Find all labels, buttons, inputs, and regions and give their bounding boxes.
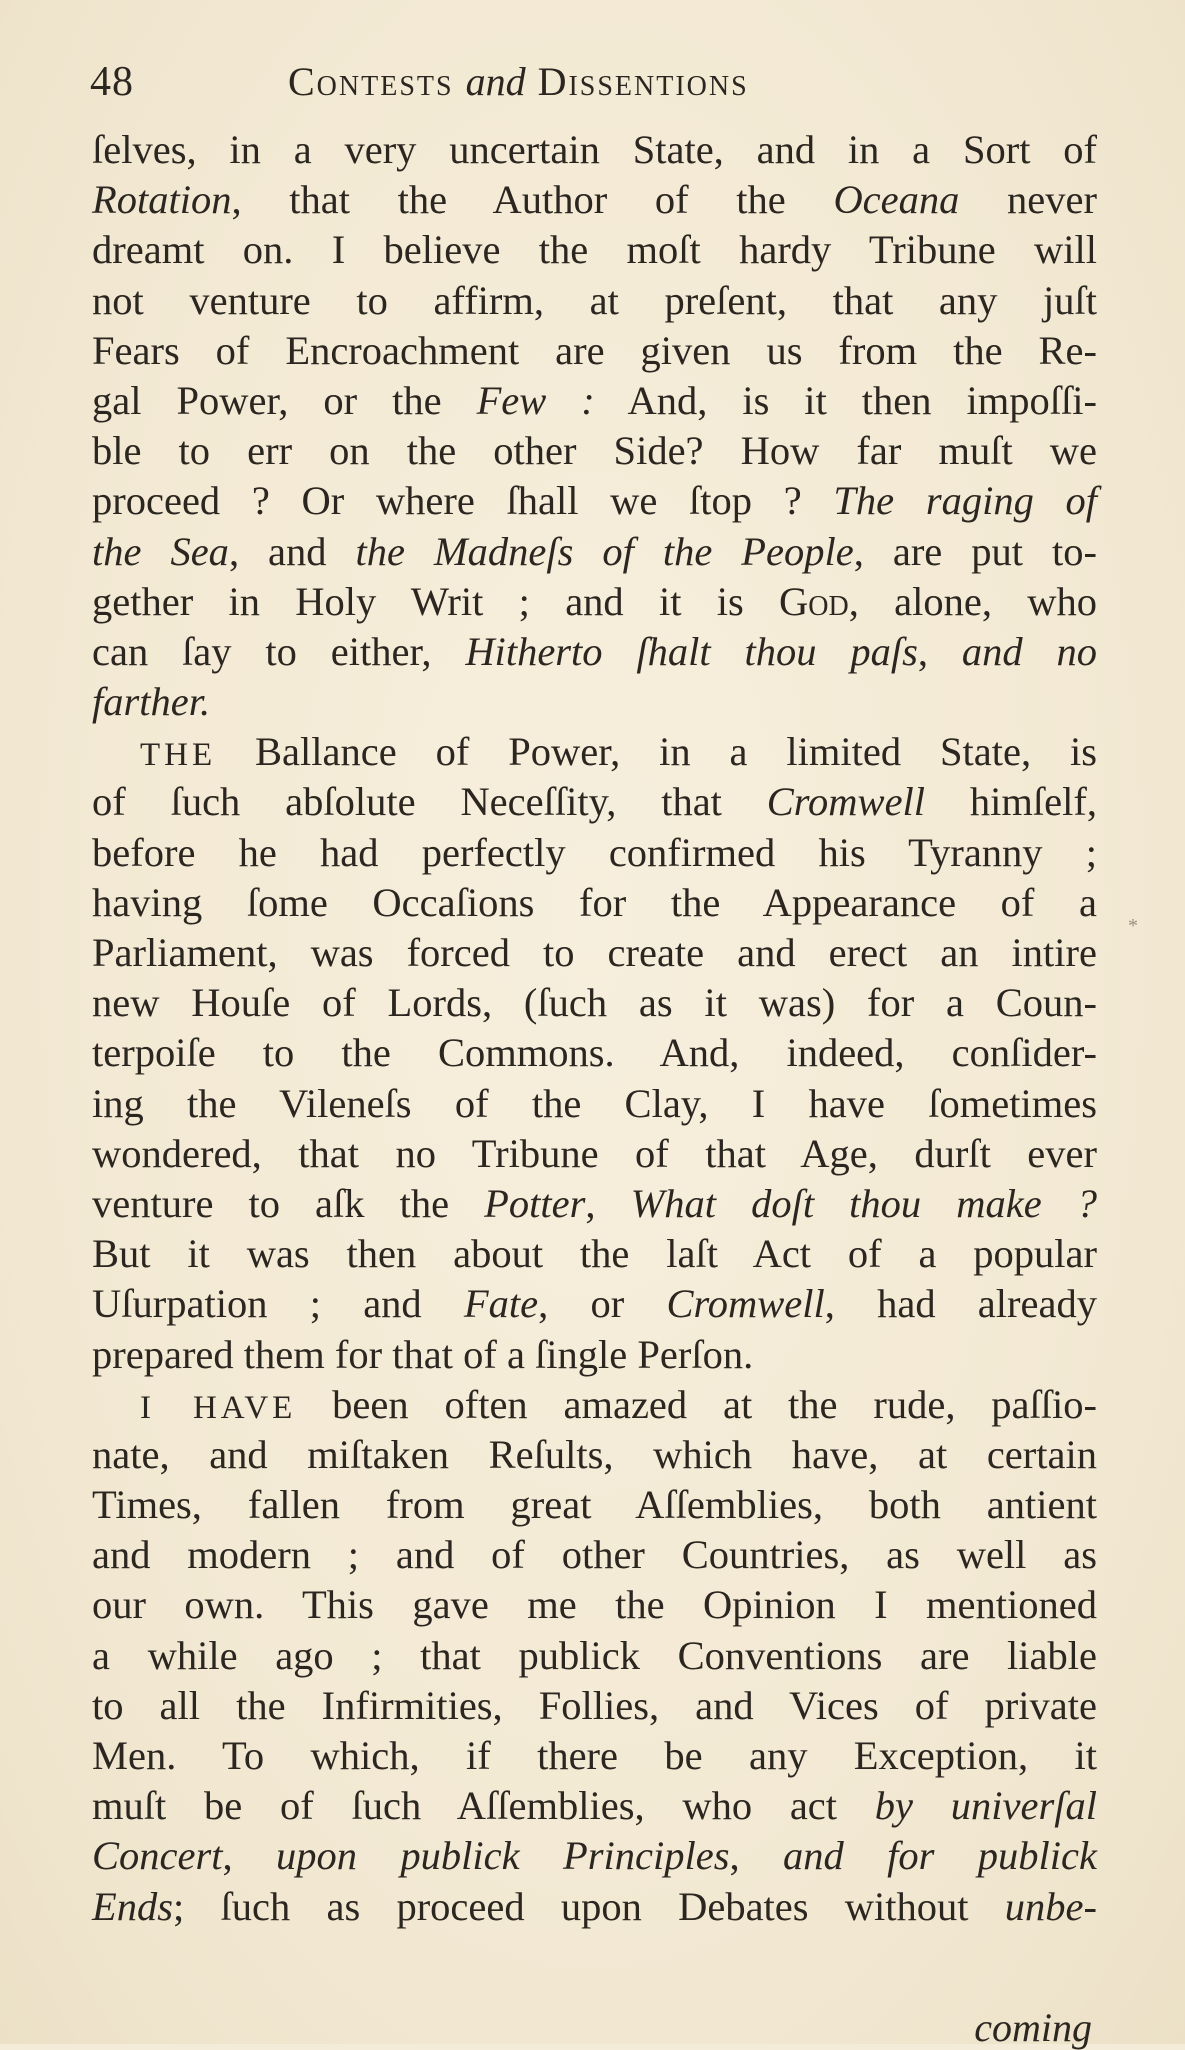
italic-text: Cromwell [666,1281,825,1327]
text-segment: gether in Holy Writ ; and it is [92,578,780,624]
text-line [92,276,1097,326]
text-segment: ing the Vileneſs of the Clay, I have ſometimes [92,1080,1097,1126]
text-segment: ble to err on the other Side? How far muſt we [92,428,1097,474]
text-line [92,1430,1097,1480]
text-line [92,1229,1097,1279]
paper-speck: * [1128,915,1138,937]
text-line [92,326,1097,376]
text-segment: of ſuch abſolute Neceſſity, that [92,779,767,825]
running-header [90,58,1100,118]
text-line [92,1380,1097,1430]
text-line [92,1129,1097,1179]
text-segment: prepared them for that of a ſingle Perſon. [92,1331,754,1377]
text-segment: to all the Infirmities, Follies, and Vices of private [92,1682,1097,1728]
text-segment: dreamt on. I believe the moſt hardy Tribune will [92,227,1097,273]
running-title-part1: Contests [288,59,454,104]
text-line [92,1882,1097,1932]
text-segment: never [959,177,1097,223]
italic-text: Potter [484,1180,586,1226]
text-line [92,225,1097,275]
text-line [92,677,1097,727]
text-line [92,175,1097,225]
italic-text: farther. [92,679,211,725]
text-line [92,1079,1097,1129]
running-title-part2: Dissentions [537,59,749,104]
text-line [92,1781,1097,1831]
text-segment: wondered, that no Tribune of that Age, durſt ever [92,1130,1097,1176]
italic-text: Hitherto ſhalt thou paſs [465,628,918,674]
text-segment: proceed ? Or where ſhall we ſtop ? [92,478,834,524]
text-segment: not venture to affirm, at preſent, that any juſt [92,277,1097,323]
italic-text: unbe- [1004,1883,1097,1929]
italic-text: Concert [92,1833,223,1879]
text-line [92,1731,1097,1781]
italic-text: the Sea [92,528,229,574]
text-line [92,627,1097,677]
text-segment: himſelf, [925,779,1097,825]
italic-text: Cromwell [766,779,926,825]
page-number: 48 [90,59,134,105]
italic-text: Ends [92,1883,173,1929]
text-segment: , or [538,1281,667,1327]
text-segment: Times, fallen from great Aſſemblies, both antient [92,1482,1097,1528]
text-segment: , [585,1180,631,1226]
text-segment: Ballance of Power, in a limited State, is [216,729,1097,775]
italic-text: Fate [463,1281,539,1327]
text-line [92,125,1097,175]
text-segment: our own. This gave me the Opinion I mentioned [92,1582,1097,1628]
text-segment: I HAVE [140,1389,297,1426]
text-segment: new Houſe of Lords, (ſuch as it was) for a Coun- [92,980,1097,1026]
text-line [92,828,1097,878]
text-segment: terpoiſe to the Commons. And, indeed, conſider- [92,1030,1097,1076]
text-segment: been often amazed at the rude, paſſio- [296,1381,1097,1427]
italic-text: Oceana [833,177,960,223]
text-segment: and modern ; and of other Countries, as well as [92,1532,1097,1578]
text-line [92,1480,1097,1530]
text-segment: venture to aſk the [92,1180,485,1226]
text-line [92,928,1097,978]
text-line [92,878,1097,928]
text-segment: having ſome Occaſions for the Appearance of a [92,879,1097,925]
text-segment: , alone, who [848,578,1097,624]
italic-text: upon publick Principles [276,1833,730,1879]
italic-text: by univerſal [874,1783,1097,1829]
text-segment: THE [140,737,217,774]
italic-text: Rotation [92,177,232,223]
italic-text: and for publick [782,1833,1097,1879]
text-segment: can ſay to either, [92,628,466,674]
text-segment: Parliament, was forced to create and erect an intire [92,930,1097,975]
text-line [92,1681,1097,1731]
text-line [92,1279,1097,1329]
text-line [92,777,1097,827]
italic-text: What doſt thou make ? [630,1180,1097,1226]
text-segment: a while ago ; that publick Conventions are liable [92,1632,1097,1678]
italic-text: the Madneſs of the People [355,528,854,574]
text-line [92,1530,1097,1580]
text-segment: , had already [824,1281,1097,1327]
running-title [288,58,749,105]
catchword: coming [974,2005,1092,2050]
text-segment: muſt be of ſuch Aſſemblies, who act [92,1783,875,1829]
text-line [92,978,1097,1028]
text-segment: , [729,1833,783,1879]
text-segment: gal Power, or the [92,377,477,423]
italic-text: The raging of [833,478,1098,524]
text-segment: But it was then about the laſt Act of a popular [92,1231,1097,1277]
text-segment: , are put to- [853,528,1097,574]
text-segment: ſelves, in a very uncertain State, and in a Sort of [92,127,1097,172]
text-line [92,527,1097,577]
text-line [92,426,1097,476]
text-line [92,1028,1097,1078]
text-segment: before he had perfectly confirmed his Tyranny ; [92,829,1097,875]
text-line [92,1179,1097,1229]
text-segment: Fears of Encroachment are given us from the Re- [92,327,1097,373]
text-segment: , that the Author of the [231,177,834,223]
text-segment: , and [228,528,356,574]
text-segment: nate, and miſtaken Reſults, which have, at certain [92,1431,1097,1477]
text-segment: , [917,628,962,674]
text-line [92,1330,1097,1380]
text-segment: And, is it then impoſſi- [594,377,1097,423]
italic-text: Few : [476,377,595,423]
running-title-connector: and [465,59,526,104]
body-text [92,125,1097,1932]
text-line [92,376,1097,426]
text-line [92,1831,1097,1881]
text-segment: , [222,1833,276,1879]
text-line [92,727,1097,777]
text-line [92,476,1097,526]
text-segment: Men. To which, if there be any Exception, it [92,1733,1097,1778]
text-line [92,1580,1097,1630]
text-segment: ; ſuch as proceed upon Debates without [173,1883,1005,1929]
italic-text: and no [961,628,1097,674]
text-segment: God [779,578,849,624]
text-line [92,577,1097,627]
text-line [92,1631,1097,1681]
text-segment: Uſurpation ; and [92,1281,464,1327]
